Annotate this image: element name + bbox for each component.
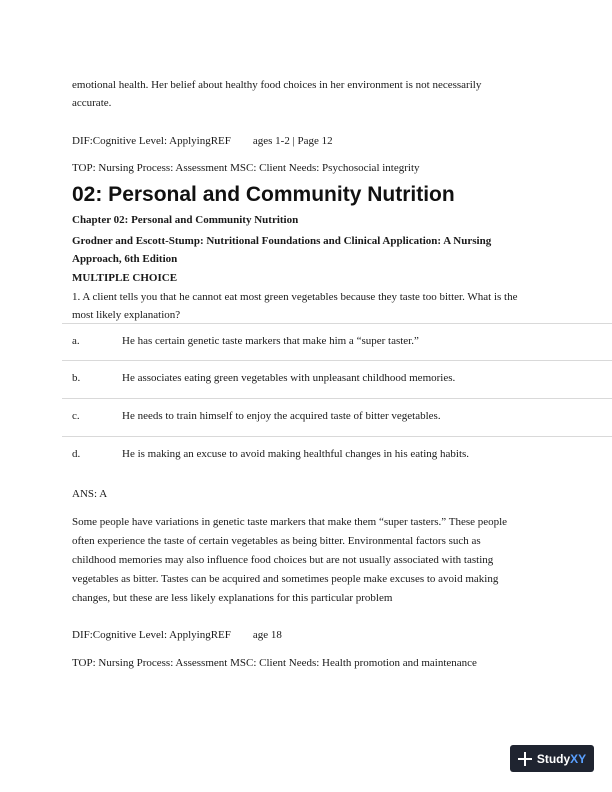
brand-name-accent: XY <box>570 751 587 766</box>
rationale-line: Some people have variations in genetic taste markers that make them “super tasters.” These people <box>72 516 508 528</box>
book-title-line-2: Approach, 6th Edition <box>72 253 178 265</box>
choice-b <box>0 361 612 398</box>
choice-text: He has certain genetic taste markers that make him a “super taster.” <box>122 335 419 347</box>
question-line-1: 1. A client tells you that he cannot eat most green vegetables because they taste too bitter. What is the <box>72 291 518 303</box>
choice-letter: d. <box>72 448 81 460</box>
section-heading: MULTIPLE CHOICE <box>72 272 178 284</box>
intro-line-2: accurate. <box>72 97 112 109</box>
rationale-line: changes, but these are less likely explanations for this particular problem <box>72 592 393 604</box>
difficulty-text: DIF:Cognitive Level: ApplyingREF <box>72 629 231 641</box>
choice-letter: c. <box>72 410 80 422</box>
difficulty-line <box>72 627 542 644</box>
answer-key: ANS: A <box>72 488 108 500</box>
difficulty-line <box>72 133 542 150</box>
choice-a <box>0 324 612 361</box>
rationale-line: often experience the taste of certain vegetables as being bitter. Environmental factors such as <box>72 535 481 547</box>
choice-c <box>0 399 612 436</box>
rationale-line: childhood memories may also influence food choices but are not usually associated with tasting <box>72 554 494 566</box>
difficulty-text: DIF:Cognitive Level: ApplyingREF <box>72 135 231 147</box>
choice-text: He associates eating green vegetables with unpleasant childhood memories. <box>122 372 456 384</box>
intro-line-1: emotional health. Her belief about healthy food choices in her environment is not necessarily <box>72 79 482 91</box>
brand-name <box>537 752 586 766</box>
book-title-line-1: Grodner and Escott-Stump: Nutritional Foundations and Clinical Application: A Nursing <box>72 235 492 247</box>
choice-text: He needs to train himself to enjoy the acquired taste of bitter vegetables. <box>122 410 441 422</box>
topic-line: TOP: Nursing Process: Assessment MSC: Client Needs: Psychosocial integrity <box>72 162 420 174</box>
page-reference: age 18 <box>252 629 282 641</box>
choice-text: He is making an excuse to avoid making healthful changes in his eating habits. <box>122 448 470 460</box>
plus-icon <box>518 752 532 766</box>
choice-letter: b. <box>72 372 81 384</box>
topic-line: TOP: Nursing Process: Assessment MSC: Client Needs: Health promotion and maintenance <box>72 657 477 669</box>
choice-letter: a. <box>72 335 80 347</box>
chapter-subtitle: Chapter 02: Personal and Community Nutrition <box>72 214 299 226</box>
choice-d <box>0 437 612 474</box>
brand-name-primary: Study <box>536 751 571 766</box>
question-line-2: most likely explanation? <box>72 309 181 321</box>
page-reference: ages 1-2 | Page 12 <box>252 135 333 147</box>
chapter-heading: 02: Personal and Community Nutrition <box>72 183 455 206</box>
studyxy-badge[interactable] <box>510 745 594 772</box>
rationale-line: vegetables as bitter. Tastes can be acquired and sometimes people make excuses to avoid making <box>72 573 499 585</box>
